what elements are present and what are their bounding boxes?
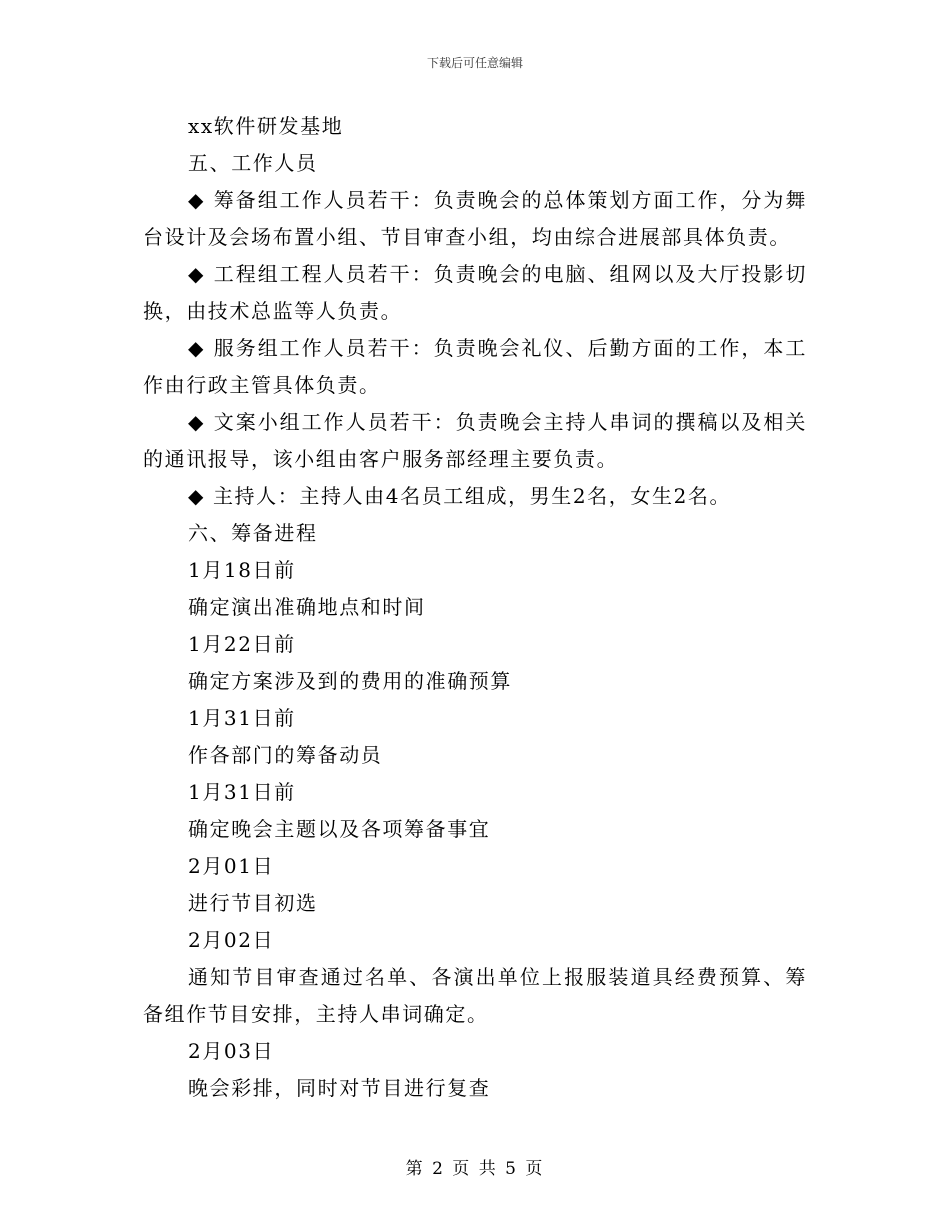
paragraph: ◆ 工程组工程人员若干：负责晚会的电脑、组网以及大厅投影切换，由技术总监等人负责。 [143,262,807,323]
schedule-date: 2月01日 [188,854,275,878]
schedule-task: 确定方案涉及到的费用的准确预算 [188,669,512,693]
document-body [143,108,807,1107]
page-header: 下载后可任意编辑 [426,56,523,70]
schedule-task: 确定演出准确地点和时间 [188,595,426,619]
schedule-date: 1月18日前 [188,558,296,582]
page-footer: 第 2 页 共 5 页 [405,1159,545,1179]
schedule-date: 1月31日前 [188,780,296,804]
section-heading: 五、工作人员 [188,151,318,175]
paragraph: ◆ 筹备组工作人员若干：负责晚会的总体策划方面工作，分为舞台设计及会场布置小组、节目审查小组，均由综合进展部具体负责。 [143,188,807,249]
schedule-date: 1月22日前 [188,632,296,656]
schedule-task: 通知节目审查通过名单、各演出单位上报服装道具经费预算、筹备组作节目安排，主持人串词确定。 [143,965,807,1026]
paragraph: ◆ 服务组工作人员若干：负责晚会礼仪、后勤方面的工作，本工作由行政主管具体负责。 [143,336,807,397]
paragraph: ◆ 主持人：主持人由4名员工组成，男生2名，女生2名。 [188,484,732,508]
schedule-task: 确定晚会主题以及各项筹备事宜 [188,817,491,841]
paragraph: ◆ 文案小组工作人员若干：负责晚会主持人串词的撰稿以及相关的通讯报导，该小组由客户服务部经理主要负责。 [143,410,807,471]
schedule-date: 2月02日 [188,928,275,952]
schedule-date: 2月03日 [188,1039,275,1063]
schedule-task: 作各部门的筹备动员 [188,743,383,767]
schedule-date: 1月31日前 [188,706,296,730]
section-heading: 六、筹备进程 [188,521,318,545]
schedule-task: 进行节目初选 [188,891,318,915]
paragraph: xx软件研发基地 [188,114,344,138]
schedule-task: 晚会彩排，同时对节目进行复查 [188,1076,491,1100]
